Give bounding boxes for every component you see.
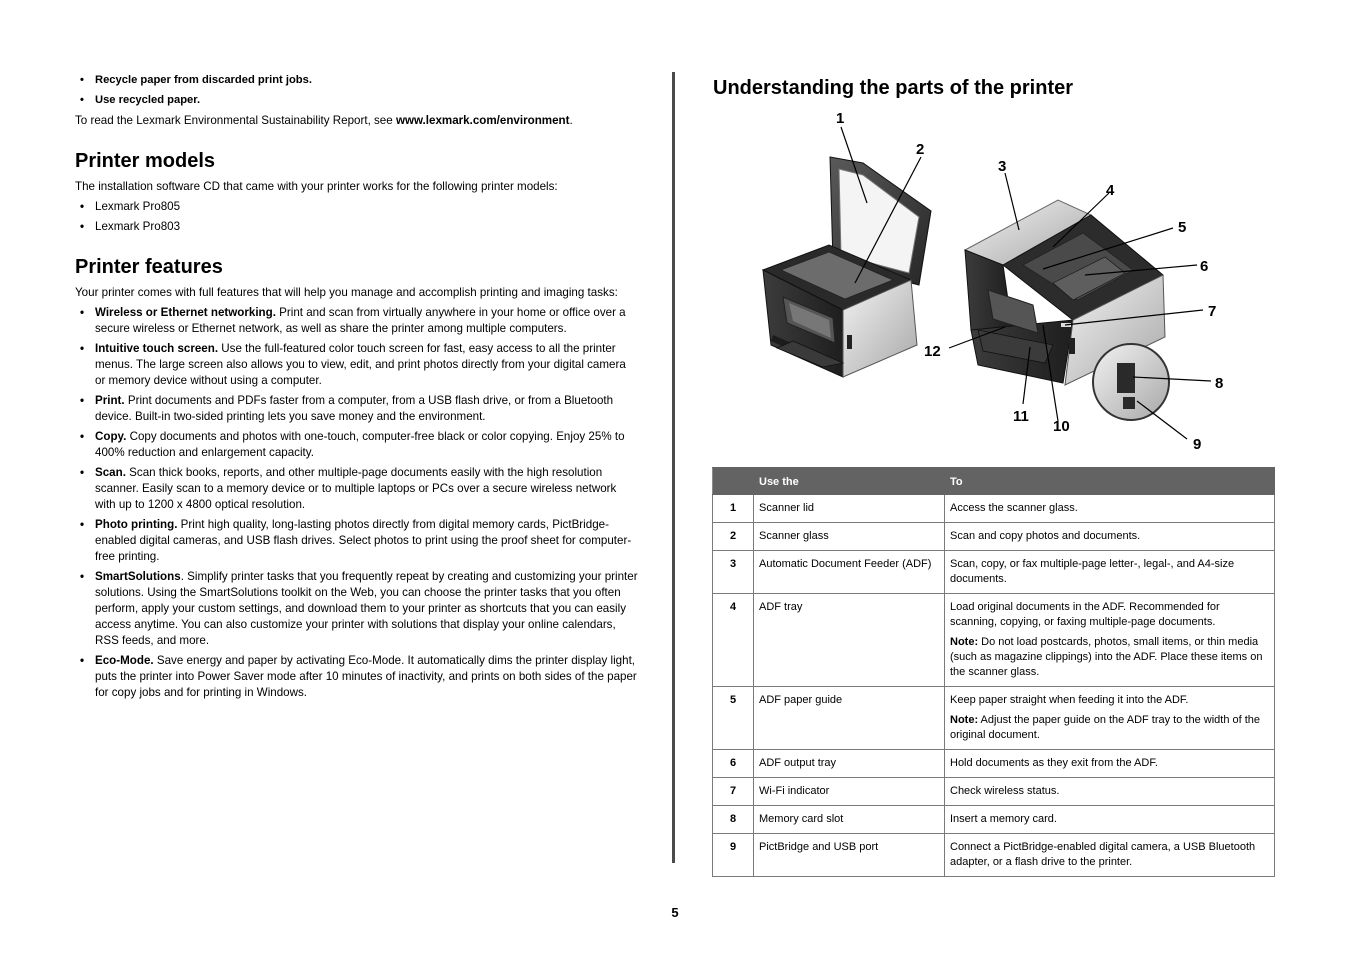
row-part: Wi-Fi indicator xyxy=(754,778,945,806)
left-column xyxy=(75,72,638,705)
list-item: • Recycle paper from discarded print jobs. xyxy=(75,72,638,88)
list-item xyxy=(75,393,638,425)
list-item xyxy=(75,653,638,701)
list-item xyxy=(75,465,638,513)
report-text: To read the Lexmark Environmental Sustainability Report, see xyxy=(75,114,396,127)
table-row xyxy=(713,523,1275,551)
memory-slot-inset xyxy=(1093,344,1169,420)
callout-number: 7 xyxy=(1208,303,1217,320)
printer-illustration xyxy=(713,105,1275,460)
callout-number: 8 xyxy=(1215,375,1224,392)
row-part: Scanner glass xyxy=(754,523,945,551)
feature-name: Intuitive touch screen. xyxy=(95,342,219,355)
row-description: Check wireless status. xyxy=(945,778,1275,806)
parts-table xyxy=(712,467,1275,877)
list-item: • Lexmark Pro803 xyxy=(75,219,638,235)
feature-text: Copy documents and photos with one-touch, computer-free black or color copying. Enjoy 25% to 400% reduction and enlargement capacity. xyxy=(95,430,625,459)
list-item xyxy=(75,517,638,565)
note-text: Adjust the paper guide on the ADF tray to the width of the original document. xyxy=(950,714,1261,741)
row-description: Scan, copy, or fax multiple-page letter-, legal-, and A4-size documents. xyxy=(945,551,1275,594)
table-row xyxy=(713,495,1275,523)
feature-text: Print documents and PDFs faster from a computer, from a USB flash drive, or from a Bluetooth device. Built-in two-sided printing lets you save money and the environment. xyxy=(95,394,614,423)
row-number: 1 xyxy=(713,495,754,523)
callout-number: 3 xyxy=(998,158,1007,175)
row-part: ADF paper guide xyxy=(754,687,945,750)
feature-text: . Simplify printer tasks that you frequently repeat by creating and customizing your printer solutions. Using the SmartSolutions toolkit on the Web, you can choose the printer tasks that you often perform, apply your custom settings, and download them to your printer as shortcuts that you can easily access anytime. You can also customize your printer with solutions that display your online calendars, RSS feeds, and more. xyxy=(95,570,638,647)
feature-name: SmartSolutions xyxy=(95,570,181,583)
row-note xyxy=(950,713,1269,743)
row-part: ADF tray xyxy=(754,594,945,687)
right-column xyxy=(713,72,1275,101)
row-number: 9 xyxy=(713,834,754,877)
feature-text: Use the full-featured color touch screen for fast, easy access to all the printer menus. The large screen also allows you to view, edit, and print photos directly from your digital camera or memory device without using a computer. xyxy=(95,342,626,387)
row-number: 8 xyxy=(713,806,754,834)
row-number: 4 xyxy=(713,594,754,687)
row-cell-to xyxy=(945,687,1275,750)
feature-text: Print high quality, long-lasting photos directly from digital memory cards, PictBridge-enabled digital cameras, and USB flash drives. Select photos to print using the proof sheet for computer-free printing. xyxy=(95,518,632,563)
row-description: Connect a PictBridge-enabled digital camera, a USB Bluetooth adapter, or a flash drive to the printer. xyxy=(945,834,1275,877)
row-number: 7 xyxy=(713,778,754,806)
row-description: Access the scanner glass. xyxy=(945,495,1275,523)
list-item: • Use recycled paper. xyxy=(75,92,638,108)
row-description: Keep paper straight when feeding it into the ADF. xyxy=(950,694,1189,706)
list-item xyxy=(75,429,638,461)
table-row xyxy=(713,750,1275,778)
feature-name: Eco-Mode. xyxy=(95,654,154,667)
row-part: ADF output tray xyxy=(754,750,945,778)
section-title-features: Printer features xyxy=(75,256,223,278)
row-number: 2 xyxy=(713,523,754,551)
table-row xyxy=(713,806,1275,834)
callout-number: 10 xyxy=(1053,418,1070,435)
note-text: Do not load postcards, photos, small items, or thin media (such as magazine clippings) into the ADF. Place these items on the scanner glass. xyxy=(950,636,1263,678)
section-title-models: Printer models xyxy=(75,150,216,172)
feature-name: Wireless or Ethernet networking. xyxy=(95,306,276,319)
callout-number: 6 xyxy=(1200,258,1209,275)
row-description: Scan and copy photos and documents. xyxy=(945,523,1275,551)
callout-number: 2 xyxy=(916,141,925,158)
callout-number: 9 xyxy=(1193,436,1202,453)
models-intro: The installation software CD that came with your printer works for the following printer models: xyxy=(75,180,558,193)
row-note xyxy=(950,635,1269,680)
callout-number: 12 xyxy=(924,343,941,360)
row-part: PictBridge and USB port xyxy=(754,834,945,877)
feature-text: Print and scan from virtually anywhere in your home or office over a secure wireless or Ethernet network, as well as share the printer among multiple computers. xyxy=(95,306,626,335)
features-list xyxy=(75,305,638,701)
report-paragraph xyxy=(75,113,638,129)
note-label: Note: xyxy=(950,714,979,726)
features-intro: Your printer comes with full features that will help you manage and accomplish printing and imaging tasks: xyxy=(75,286,618,299)
row-description: Hold documents as they exit from the ADF. xyxy=(945,750,1275,778)
printer-left-drawing xyxy=(763,157,931,377)
feature-name: Copy. xyxy=(95,430,127,443)
table-header-to: To xyxy=(945,468,1275,495)
env-bullet-list xyxy=(75,72,638,108)
report-end: . xyxy=(569,114,573,127)
row-cell-to xyxy=(945,594,1275,687)
note-label: Note: xyxy=(950,636,979,648)
models-list xyxy=(75,199,638,235)
row-part: Memory card slot xyxy=(754,806,945,834)
row-description: Insert a memory card. xyxy=(945,806,1275,834)
callout-number: 11 xyxy=(1013,408,1029,425)
callout-number: 4 xyxy=(1106,182,1115,199)
feature-text: Scan thick books, reports, and other multiple-page documents easily with the high resolution scanner. Easily scan to a memory device or to multiple laptops or PCs over a secure wireless network with up to 1200 x 4800 optical resolution. xyxy=(95,466,617,511)
feature-name: Print. xyxy=(95,394,125,407)
report-link[interactable]: www.lexmark.com/environment xyxy=(395,114,570,127)
callout-number: 5 xyxy=(1178,219,1187,236)
list-item xyxy=(75,569,638,649)
list-item xyxy=(75,341,638,389)
table-row xyxy=(713,687,1275,750)
row-number: 5 xyxy=(713,687,754,750)
row-part: Automatic Document Feeder (ADF) xyxy=(754,551,945,594)
feature-name: Scan. xyxy=(95,466,126,479)
table-row xyxy=(713,778,1275,806)
row-part: Scanner lid xyxy=(754,495,945,523)
list-item xyxy=(75,305,638,337)
table-header-row xyxy=(713,468,1275,495)
table-header-num xyxy=(713,468,754,495)
row-description: Load original documents in the ADF. Recommended for scanning, copying, or faxing multiple-page documents. xyxy=(950,601,1220,628)
feature-text: Save energy and paper by activating Eco-Mode. It automatically dims the printer display light, puts the printer into Power Saver mode after 10 minutes of inactivity, and prints on both sides of the paper for copy jobs and for printing in Windows. xyxy=(95,654,637,699)
table-row xyxy=(713,594,1275,687)
table-row xyxy=(713,834,1275,877)
row-number: 3 xyxy=(713,551,754,594)
table-row xyxy=(713,551,1275,594)
callout-number: 1 xyxy=(836,110,845,127)
page-number: 5 xyxy=(671,905,679,920)
feature-name: Photo printing. xyxy=(95,518,178,531)
table-header-use: Use the xyxy=(754,468,945,495)
list-item: • Lexmark Pro805 xyxy=(75,199,638,215)
row-number: 6 xyxy=(713,750,754,778)
section-title-parts: Understanding the parts of the printer xyxy=(713,77,1074,99)
column-divider xyxy=(672,72,675,863)
